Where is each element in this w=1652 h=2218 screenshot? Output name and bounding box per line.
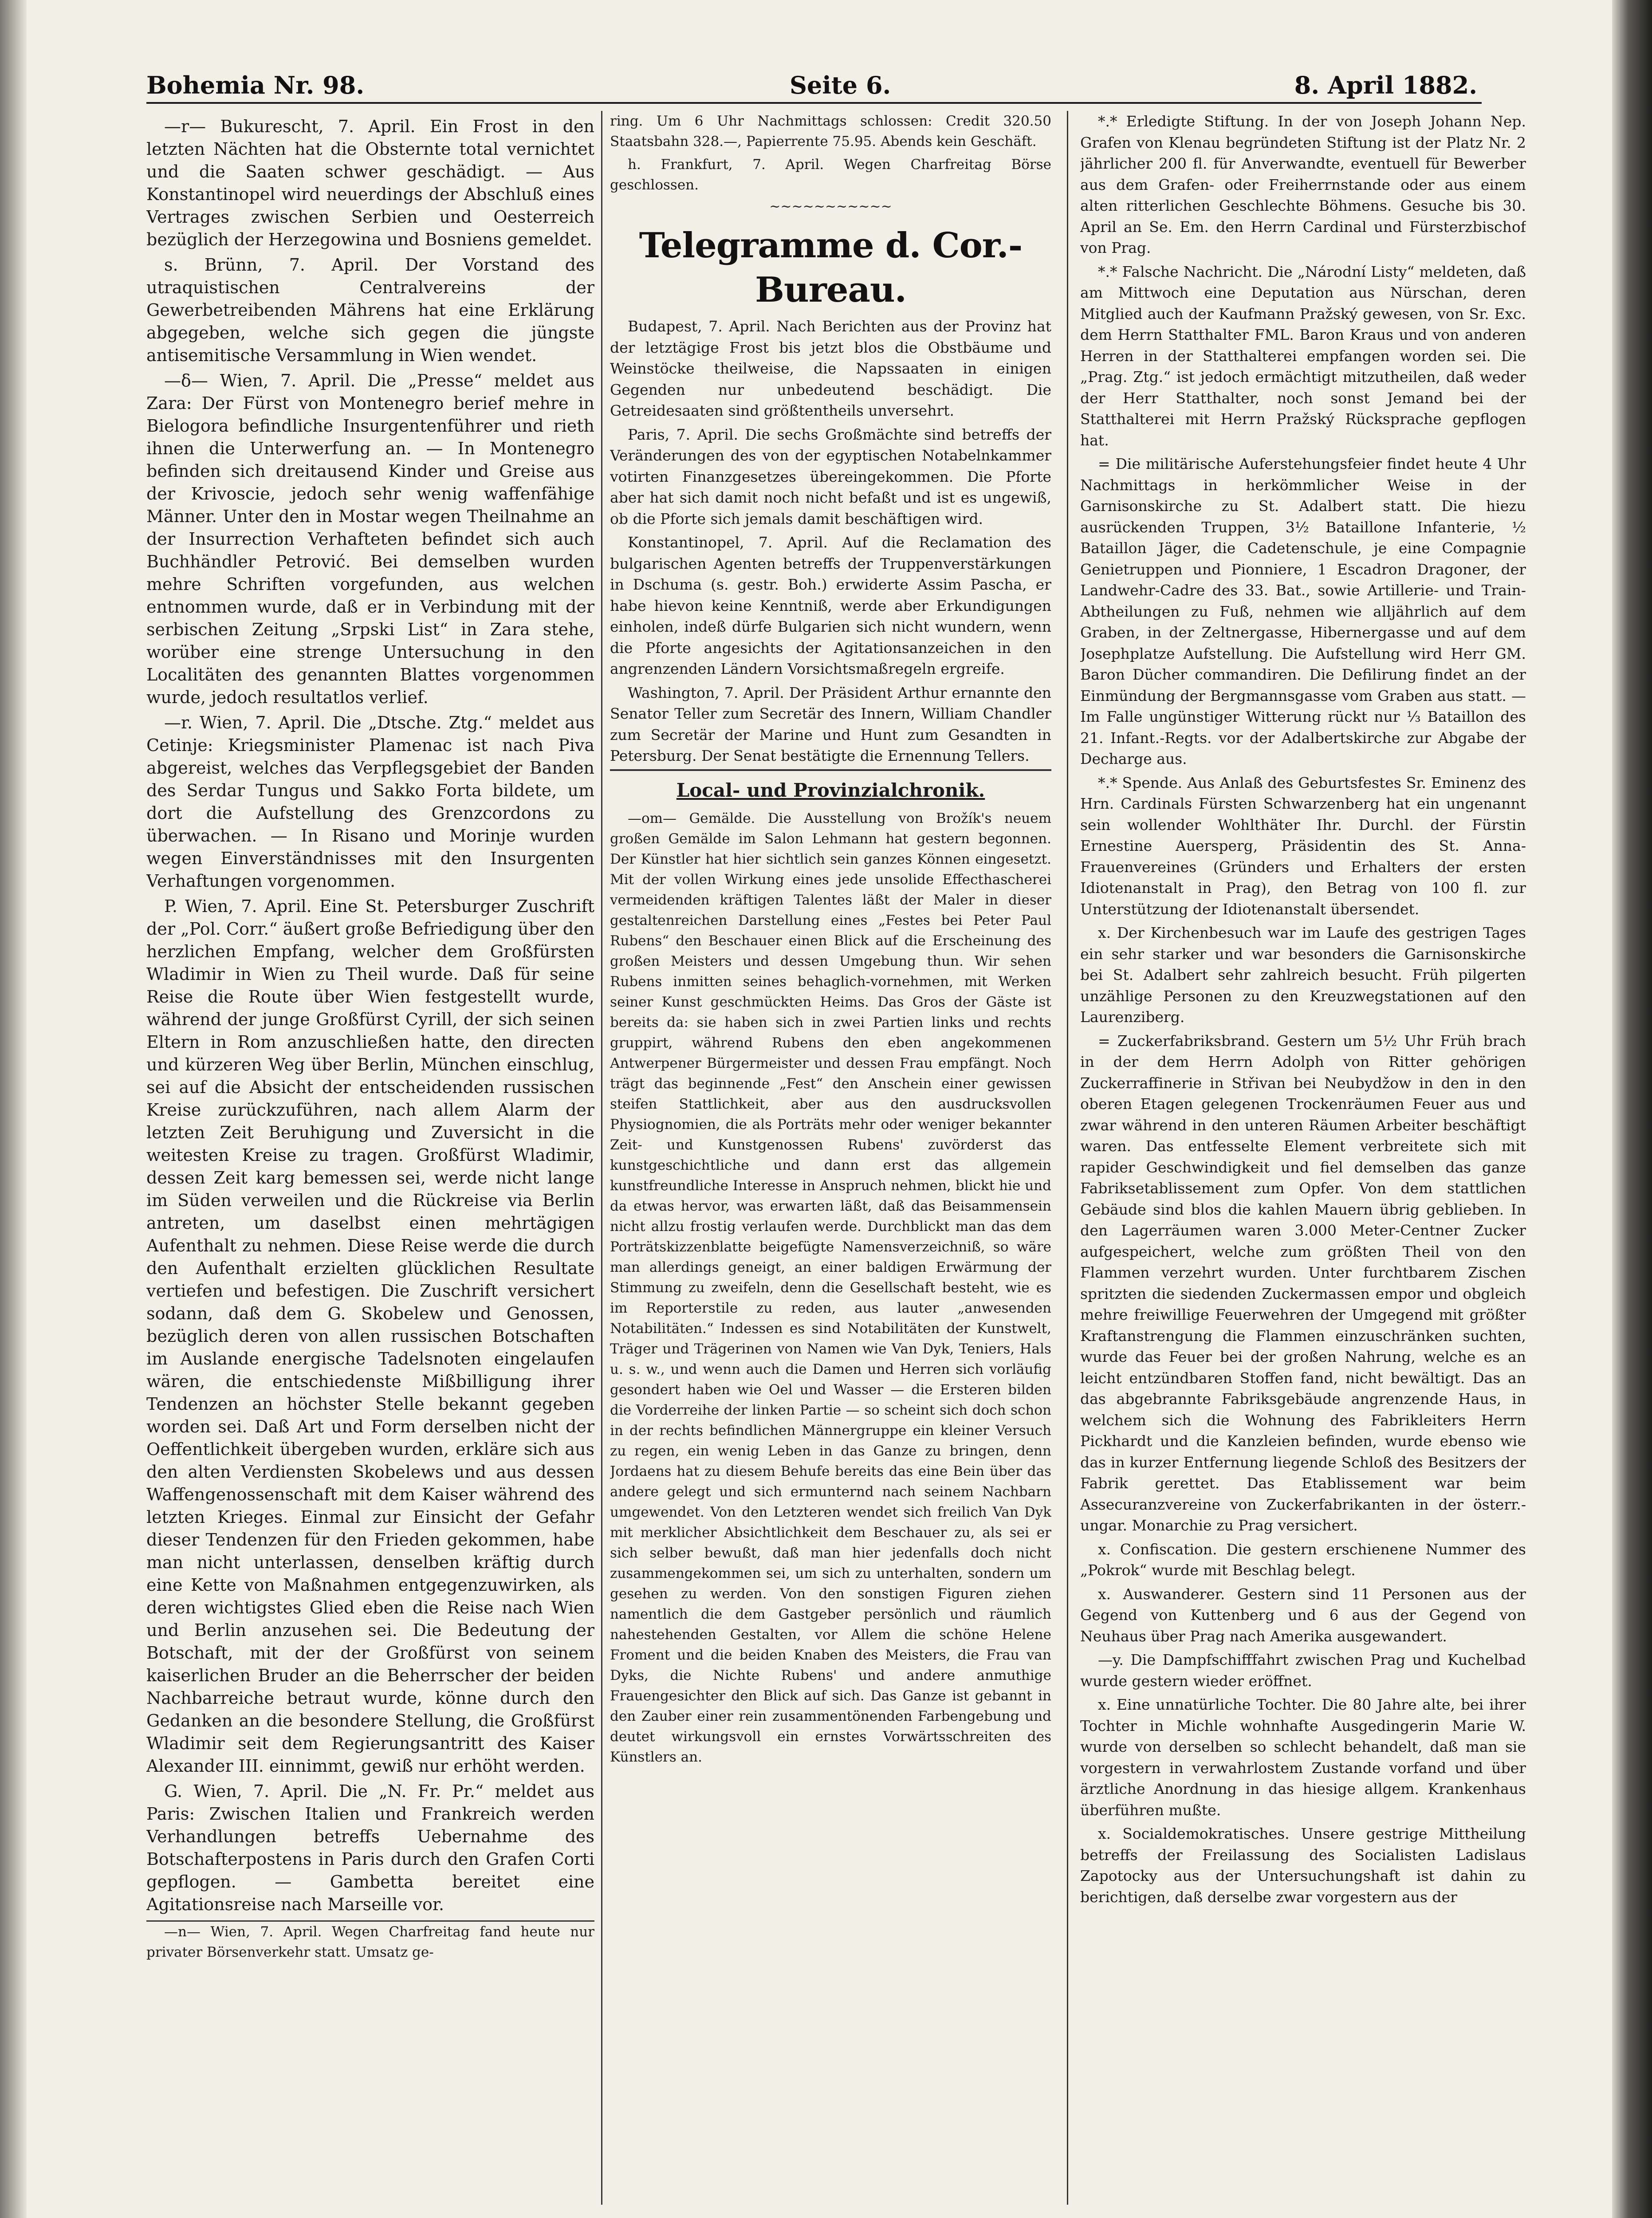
article-socialdemokratisches: x. Socialdemokratisches. Unsere gestrige Mittheilung betreffs der Freilassung des Socialisten Ladislaus Zapotocky aus der Untersuchungshaft ist dahin zu berichtigen, daß derselbe zwar vorgestern aus der [1080, 1825, 1526, 1906]
article-spende: *.* Spende. Aus Anlaß des Geburtsfestes Sr. Eminenz des Hrn. Cardinals Fürsten Schwarzenberg hat ein ungenannt sein wollender Wohlthäter Ihr. Durchl. der Fürstin Ernestine Auersperg, Präsidentin des St. Anna-Frauenvereines (Gründers und Erhalters der ersten Idiotenanstalt in Prag), den Betrag von 100 fl. zur Unterstützung der Idiotenanstalt übersendet. [1080, 774, 1526, 918]
article-kirchenbesuch: x. Der Kirchenbesuch war im Laufe des gestrigen Tages ein sehr starker und war besonders die Garnisonskirche bei St. Adalbert sehr zahlreich besucht. Früh pilgerten unzählige Personen zu den Kreuzwegstationen auf den Laurenziberg. [1080, 924, 1526, 1026]
telegram-konstantinopel: Konstantinopel, 7. April. Auf die Reclamation des bulgarischen Agenten betreffs der Truppenverstärkungen in Dschuma (s. gestr. Boh.) erwiderte Assim Pascha, er habe hievon keine Kenntniß, werde aber Erkundigungen einholen, indeß dürfe Bulgarien sich nicht wundern, wenn die Pforte angesichts der Agitationsanzeichen in den angrenzenden Ländern Vorsichtsmaßregeln ergreife. [610, 534, 1051, 677]
column-1 [146, 111, 594, 2218]
section-title-local-chronik: Local- und Provinzialchronik. [676, 779, 985, 801]
article-zuckerfabriksbrand: = Zuckerfabriksbrand. Gestern um 5½ Uhr Früh brach in der dem Herrn Adolph von Ritter gehörigen Zuckerraffinerie in Střivan bei Neubydžow in den in den oberen Etagen gelegenen Trockenräumen Feuer aus und zwar während in den unteren Räumen Arbeiter beschäftigt waren. Das entfesselte Element verbreitete sich mit rapider Geschwindigkeit und fiel demselben das ganze Fabriksetablissement zum Opfer. Von dem stattlichen Gebäude sind blos die kahlen Mauern übrig geblieben. In den Lagerräumen waren 3.000 Meter-Centner Zucker aufgespeichert, welche zum größten Theil von den Flammen verzehrt wurden. Unter furchtbarem Zischen spritzten die siedenden Zuckermassen empor und obgleich mehre freiwillige Feuerwehren der Umgegend mit größter Kraftanstrengung die Flammen einzuschränken suchten, wurde das Feuer bei der großen Nahrung, welche es an leicht entzündbaren Stoffen fand, nicht bewältigt. Das an das abgebrannte Fabriksgebäude angrenzende Haus, in welchem sich die Wohnung des Fabrikleiters Herrn Pickhardt und die Kanzleien befinden, wurde ebenso wie das in kurzer Entfernung liegende Schloß des Besitzers der Fabrik gerettet. Das Etablissement war beim Assecuranzvereine von Zuckerfabrikanten in der österr.-ungar. Monarchie zu Prag versichert. [1080, 1032, 1526, 1534]
article-frankfurt: h. Frankfurt, 7. April. Wegen Charfreitag Börse geschlossen. [610, 157, 1051, 193]
boerse-continued: ring. Um 6 Uhr Nachmittags schlossen: Credit 320.50 Staatsbahn 328.—, Papierrente 75.95. Abends kein Geschäft. [610, 113, 1051, 149]
column-divider-1 [601, 111, 602, 2205]
article-auswanderer: x. Auswanderer. Gestern sind 11 Personen aus der Gegend von Kuttenberg und 6 aus der Gegend von Neuhaus über Prag nach Amerika ausgewandert. [1080, 1585, 1526, 1645]
column-2 [610, 111, 1051, 2218]
article-wien-petersburger-zuschrift: P. Wien, 7. April. Eine St. Petersburger Zuschrift der „Pol. Corr.“ äußert große Befriedigung über den herzlichen Empfang, welcher dem Großfürsten Wladimir in Wien zu Theil wurde. Daß für seine Reise die Route über Wien festgestellt wurde, während der junge Großfürst Cyrill, der sich seinen Eltern in Rom anzuschließen hatte, den directen und kürzeren Weg über Berlin, München einschlug, sei auf die Absicht der entscheidenden russischen Kreise zurückzuführen, nach allem Alarm der letzten Zeit Beruhigung und Zuversicht in die weitesten Kreise zu tragen. Großfürst Wladimir, dessen Zeit karg bemessen sei, werde nicht lange im Süden verweilen und die Rückreise via Berlin antreten, um daselbst einen mehrtägigen Aufenthalt zu nehmen. Diese Reise werde die durch den Aufenthalt erzielten glücklichen Resultate vertiefen und befestigen. Die Zuschrift versichert sodann, daß dem G. Skobelew und Genossen, bezüglich deren von allen russischen Botschaften im Auslande energische Tadelsnoten eingelaufen wären, die entschiedenste Mißbilligung ihrer Tendenzen an höchster Stelle bekannt gegeben worden sei. Daß Art und Form derselben nicht der Oeffentlichkeit übergeben wurden, erkläre sich aus den alten Verdiensten Skobelews und aus dessen Waffengenossenschaft mit dem Kaiser während des letzten Krieges. Einmal zur Einsicht der Gefahr dieser Tendenzen für den Frieden gekommen, habe man nicht unterlassen, denselben kräftig durch eine Kette von Maßnahmen entgegenzuwirken, als deren wichtigstes Glied eben die Reise nach Wien und Berlin anzusehen sei. Die Bedeutung der Botschaft, mit der der Großfürst von seinem kaiserlichen Bruder an die Beherrscher der beiden Nachbarreiche betraut wurde, könne durch den Gedanken an die besondere Stellung, die Großfürst Wladimir seit dem Regierungsantritt des Kaiser Alexander III. einnimmt, gewiß nur erhöht werden. [146, 897, 594, 1776]
column-3 [1080, 111, 1526, 2218]
article-auferstehungsfeier: = Die militärische Auferstehungsfeier findet heute 4 Uhr Nachmittags in herkömmlicher Weise in der Garnisonskirche zu St. Adalbert statt. Die hiezu ausrückenden Truppen, 3½ Bataillone Infanterie, ½ Bataillon Jäger, die Cadetenschule, je eine Compagnie Genietruppen und Pionniere, 1 Escadron Dragoner, der Landwehr-Cadre des 33. Bat., sowie Artillerie- und Train-Abtheilungen zu Fuß, nehmen wie alljährlich auf dem Graben, in der Zeltnergasse, Hibernergasse und auf dem Josephplatze Aufstellung. Die Aufstellung wird Herr GM. Baron Dücher commandiren. Die Defilirung findet an der Einmündung der Bergmannsgasse vom Graben aus statt. — Im Falle ungünstiger Witterung rückt nur ⅓ Bataillon des 21. Infant.-Regts. vor der Adalbertskirche zur Abgabe der Decharge aus. [1080, 455, 1526, 767]
telegram-paris: Paris, 7. April. Die sechs Großmächte sind betreffs der Veränderungen des von der egyptischen Notabelnkammer votirten Finanzgesetzes übereingekommen. Die Pforte aber hat sich damit noch nicht befaßt und ist es ungewiß, ob die Pforte sich jemals damit beschäftigen wird. [610, 425, 1051, 527]
article-bruenn: s. Brünn, 7. April. Der Vorstand des utraquistischen Centralvereins der Gewerbetreibenden Mährens hat eine Erklärung abgegeben, welche sich gegen die jüngste antisemitische Versammlung in Wien wendet. [146, 255, 594, 365]
article-wien-boerse: —n— Wien, 7. April. Wegen Charfreitag fand heute nur privater Börsenverkehr statt. Umsatz ge- [146, 1924, 594, 1960]
article-unnatuerliche-tochter: x. Eine unnatürliche Tochter. Die 80 Jahre alte, bei ihrer Tochter in Michle wohnhafte Ausgedingerin Marie W. wurde von derselben so schlecht behandelt, daß man sie vorgestern in verwahrlostem Zustande vorfand und über ärztliche Anordnung in das hiesige allgem. Krankenhaus überführen mußte. [1080, 1696, 1526, 1819]
article-bukarest: —r— Bukurescht, 7. April. Ein Frost in den letzten Nächten hat die Obsternte total vernichtet und die Saaten schwer geschädigt. — Aus Konstantinopel wird neuerdings der Abschluß eines Vertrages zwischen Serbien und Oesterreich bezüglich der Herzegowina und Bosniens gemeldet. [146, 117, 594, 249]
article-wien-nfrpr: G. Wien, 7. April. Die „N. Fr. Pr.“ meldet aus Paris: Zwischen Italien und Frankreich werden Verhandlungen betreffs Uebernahme des Botschafterpostens in Paris durch den Grafen Corti gepflogen. — Gambetta bereitet eine Agitationsreise nach Marseille vor. [146, 1781, 594, 1914]
page-number: Seite 6. [790, 71, 891, 99]
article-gemaelde: —om— Gemälde. Die Ausstellung von Brožík's neuem großen Gemälde im Salon Lehmann hat gestern begonnen. Der Künstler hat hier sichtlich sein ganzes Können eingesetzt. Mit der vollen Wirkung eines jede unsolide Effecthascherei vermeidenden kräftigen Talentes läßt der Maler in dieser gestaltenreichen Darstellung eines „Festes bei Peter Paul Rubens“ den Beschauer einen Blick auf die Erscheinung des großen Meisters und dessen Umgebung thun. Wir sehen Rubens inmitten seines behaglich-vornehmen, mit Werken seiner Kunst geschmückten Heims. Das Gros der Gäste ist bereits da: sie haben sich in zwei Partien links und rechts gruppirt, während Rubens den eben angekommenen Antwerpener Bürgermeister und dessen Frau empfängt. Noch trägt das beginnende „Fest“ den Anschein einer gewissen steifen Stattlichkeit, aber aus den ausdrucksvollen Physiognomien, die als Porträts mehr oder weniger bekannter Zeit- und Kunstgenossen Rubens' zuvörderst das kunstgeschichtliche und dann erst das allgemein kunstfreundliche Interesse in Anspruch nehmen, blickt hie und da etwas hervor, was erwarten läßt, daß das Beisammensein nicht allzu frostig verlaufen werde. Durchblickt man das dem Porträtskizzenblatte beigefügte Namensverzeichniß, so wäre man allerdings geneigt, an einer baldigen Erwärmung der Stimmung zu zweifeln, denn die Gesellschaft besteht, wie es im Reporterstile zu reden, aus lauter „anwesenden Notabilitäten.“ Indessen es sind Notabilitäten der Kunstwelt, Träger und Trägerinen von Namen wie Van Dyk, Teniers, Hals u. s. w., und wenn auch die Damen und Herren sich vorläufig gesondert haben wie Oel und Wasser — die Ersteren bilden die Vorderreihe der linken Partie — so scheint sich doch schon in der rechts befindlichen Männergruppe ein kleiner Versuch zu regen, ein wenig Leben in das Ganze zu bringen, denn Jordaens hat zu diesem Behufe bereits das eine Bein über das andere gelegt und sich ermunternd nach seinem Nachbarn umgewendet. Von den Letzteren wendet sich freilich Van Dyk mit merklicher Absichtlichkeit dem Beschauer zu, als sei er sich selber bewußt, daß man hier jedenfalls doch nicht zusammengekommen sei, um sich zu unterhalten, sondern um gesehen zu werden. Von den sonstigen Figuren ziehen namentlich die dem Gastgeber persönlich und räumlich nahestehenden Gestalten, vor Allem die schöne Helene Froment und die beiden Knaben des Meisters, die Frau van Dyks, die Nichte Rubens' und andere anmuthige Frauengesichter den Blick auf sich. Das Ganze ist gebannt in den Zauber einer rein zusammentönenden Farbengebung und deutet wirkungsvoll ein ernstes Vorwärtsschreiten des Künstlers an. [610, 810, 1051, 1765]
issue-date: 8. April 1882. [1294, 71, 1477, 99]
column-divider-2 [1067, 111, 1068, 2205]
article-falsche-nachricht: *.* Falsche Nachricht. Die „Národní Listy“ meldeten, daß am Mittwoch eine Deputation aus Nürschan, deren Mitglied auch der Kaufmann Pražský gewesen, von Sr. Exc. dem Herrn Statthalter FML. Baron Kraus und von anderen Herren in der Statthalterei empfangen worden sei. Die „Prag. Ztg.“ ist jedoch ermächtigt mitzutheilen, daß weder der Herr Statthalter, noch sonst Jemand bei der Statthalterei mit Herrn Pražský Rücksprache gepflogen hat. [1080, 263, 1526, 449]
article-dampfschifffahrt: —y. Die Dampfschifffahrt zwischen Prag und Kuchelbad wurde gestern wieder eröffnet. [1080, 1651, 1526, 1690]
article-wien-dtsche-ztg: —r. Wien, 7. April. Die „Dtsche. Ztg.“ meldet aus Cetinje: Kriegsminister Plamenac ist nach Piva abgereist, welches das Verpflegsgebiet der Banden des Serdar Tungus und Sakko Forta bildete, um dort die Aufstellung des Grenzcordons zu überwachen. — In Risano und Morinje wurden wegen Einverständnisses mit den Insurgenten Verhaftungen vorgenommen. [146, 713, 594, 891]
section-separator [610, 769, 1051, 771]
article-erledigte-stiftung: *.* Erledigte Stiftung. In der von Joseph Johann Nep. Grafen von Klenau begründeten Stiftung ist der Platz Nr. 2 jährlicher 200 fl. für Anverwandte, eventuell für Bewerber aus dem Grafen- oder Freiherrnstande oder aus einem alten ritterlichen Geschlechte Böhmens. Gesuche bis 30. April an Se. Em. den Herrn Cardinal und Fürsterzbischof von Prag. [1080, 113, 1526, 256]
header-rule [146, 102, 1482, 104]
article-wien-presse: —δ— Wien, 7. April. Die „Presse“ meldet aus Zara: Der Fürst von Montenegro berief mehre in Bielogora befindliche Insurgentenführer und rieth ihnen die Unterwerfung an. — In Montenegro befinden sich dreitausend Kinder und Greise aus der Krivoscie, jedoch sehr wenig waffenfähige Männer. Unter den in Mostar wegen Theilnahme an der Insurrection Verhafteten befindet sich auch Buchhändler Petrović. Bei demselben wurden mehre Schriften vorgefunden, aus welchen entnommen wurde, daß er in Verbindung mit der serbischen Zeitung „Srpski List“ in Zara stehe, worüber eine strenge Untersuchung in den Localitäten des genannten Blattes vorgenommen wurde, jedoch resultatlos verlief. [146, 371, 594, 707]
section-title-telegramme: Telegramme d. Cor.-Bureau. [639, 225, 1023, 310]
telegram-washington: Washington, 7. April. Der Präsident Arthur ernannte den Senator Teller zum Secretär des Innern, William Chandler zum Secretär der Marine und Hunt zum Gesandten in Petersburg. Der Senat bestätigte die Ernennung Tellers. [610, 684, 1051, 764]
ornament-divider: ~~~~~~~~~~~ [769, 199, 892, 214]
issue-number: Bohemia Nr. 98. [146, 71, 365, 99]
article-confiscation: x. Confiscation. Die gestern erschienene Nummer des „Pokrok“ wurde mit Beschlag belegt. [1080, 1540, 1526, 1579]
telegram-budapest: Budapest, 7. April. Nach Berichten aus der Provinz hat der letztägige Frost bis jetzt blos die Obstbäume und Weinstöcke theilweise, die Napssaaten in einigen Gegenden nur unbedeutend beschädigt. Die Getreidesaaten sind größtentheils unversehrt. [610, 318, 1051, 419]
